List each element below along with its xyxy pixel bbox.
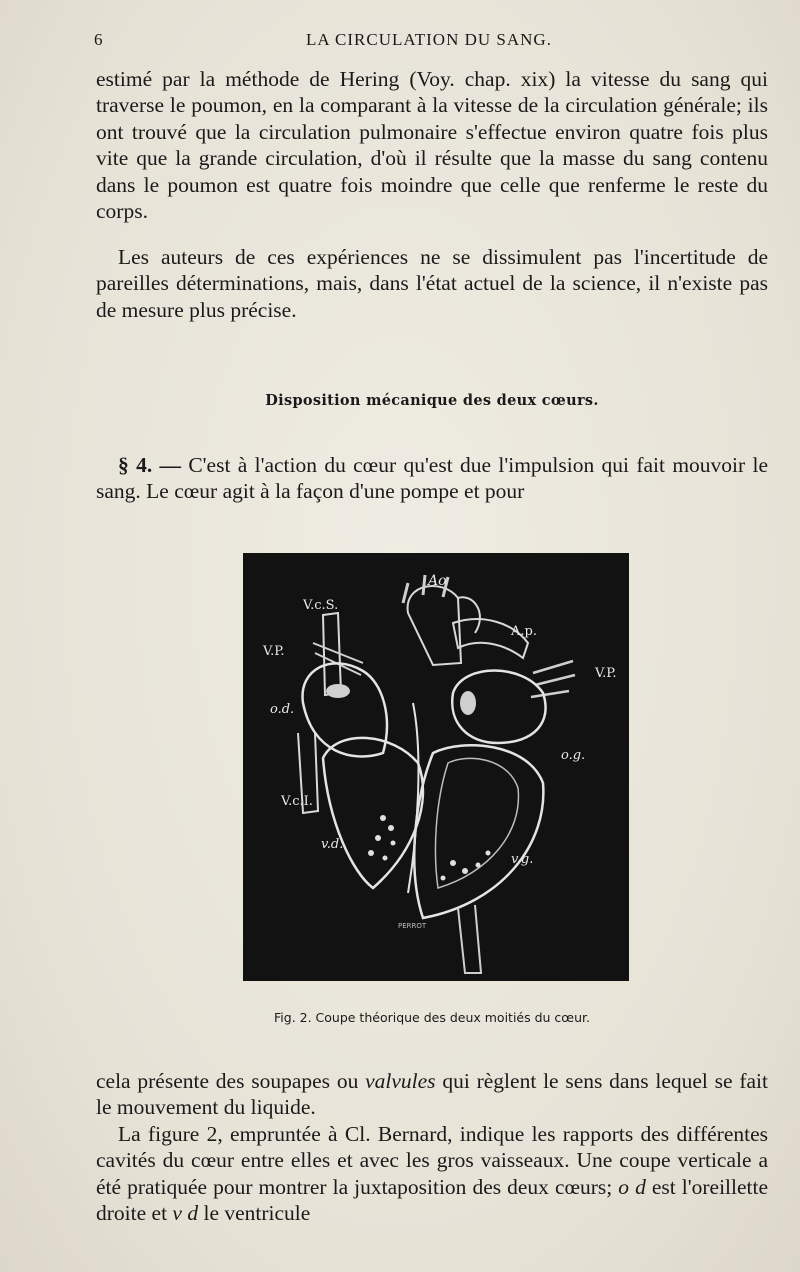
paragraph-3-body: C'est à l'action du cœur qu'est due l'impulsion qui fait mouvoir le sang. Le cœur agit à la façon d'une pompe et pour [96, 453, 769, 504]
paragraph-4-5 [96, 1068, 768, 1226]
paragraph-1 [96, 66, 768, 224]
paragraph-1-text: estimé par la méthode de Hering (Voy. chap. xix) la vitesse du sang qui traverse le poumon, en la comparant à la vitesse de la circulation générale; ils ont trouvé que la circulation pulmonaire s'effectue environ quatre fois plus vite que la grande circulation, d'où il résulte que la masse du sang contenu dans le poumon est quatre fois moindre que celle que renferme le reste du corps. [96, 67, 768, 224]
term-valvules: valvules [365, 1069, 436, 1093]
label-ao: Ao [428, 573, 447, 589]
label-vd: v.d. [321, 837, 344, 852]
label-vp-left: V.P. [263, 644, 285, 659]
paragraph-4-text [96, 1068, 768, 1121]
label-vci: V.c.I. [281, 794, 313, 809]
section-sign: § 4. — [118, 453, 182, 477]
running-head [94, 30, 764, 56]
figure-caption: Fig. 2. Coupe théorique des deux moitiés du cœur. [274, 1010, 590, 1025]
label-vcs: V.c.S. [303, 598, 339, 613]
section-heading: Disposition mécanique des deux cœurs. [265, 392, 599, 409]
engraver-signature: PERROT [398, 922, 427, 930]
label-ap: A.p. [511, 624, 537, 639]
label-og: o.g. [561, 748, 586, 763]
term-od: o d [618, 1174, 646, 1199]
paragraph-4-part-a: cela présente des soupapes ou [96, 1069, 359, 1093]
paragraph-5-part-b: est l'oreillette droite et [96, 1174, 769, 1226]
paragraph-5-part-a: La figure 2, empruntée à Cl. Bernard, indique les rapports des différentes cavités du cœur entre elles et avec les gros vaisseaux. Une coupe verticale a été pratiquée pour montrer la juxtaposition des deux cœurs; [96, 1121, 768, 1199]
label-vg: v.g. [511, 852, 534, 867]
running-title: LA CIRCULATION DU SANG. [306, 30, 552, 49]
paragraph-2-text: Les auteurs de ces expériences ne se dissimulent pas l'incertitude de pareilles déterminations, mais, dans l'état actuel de la science, il n'existe pas de mesure plus précise. [96, 245, 768, 322]
page-number: 6 [94, 30, 104, 49]
paragraph-3 [96, 452, 768, 505]
paragraph-3-text [96, 452, 768, 505]
paragraph-4-part-b: qui règlent le sens dans lequel se fait le mouvement du liquide. [96, 1069, 768, 1120]
paragraph-5-part-c: le ventricule [203, 1201, 311, 1226]
label-vp-right: V.P. [595, 666, 617, 681]
paragraph-2 [96, 244, 768, 323]
term-vd: v d [172, 1201, 199, 1226]
heart-figure [243, 553, 629, 981]
paragraph-5-text [96, 1121, 768, 1227]
heart-illustration [243, 553, 629, 981]
label-od: o.d. [270, 702, 295, 717]
